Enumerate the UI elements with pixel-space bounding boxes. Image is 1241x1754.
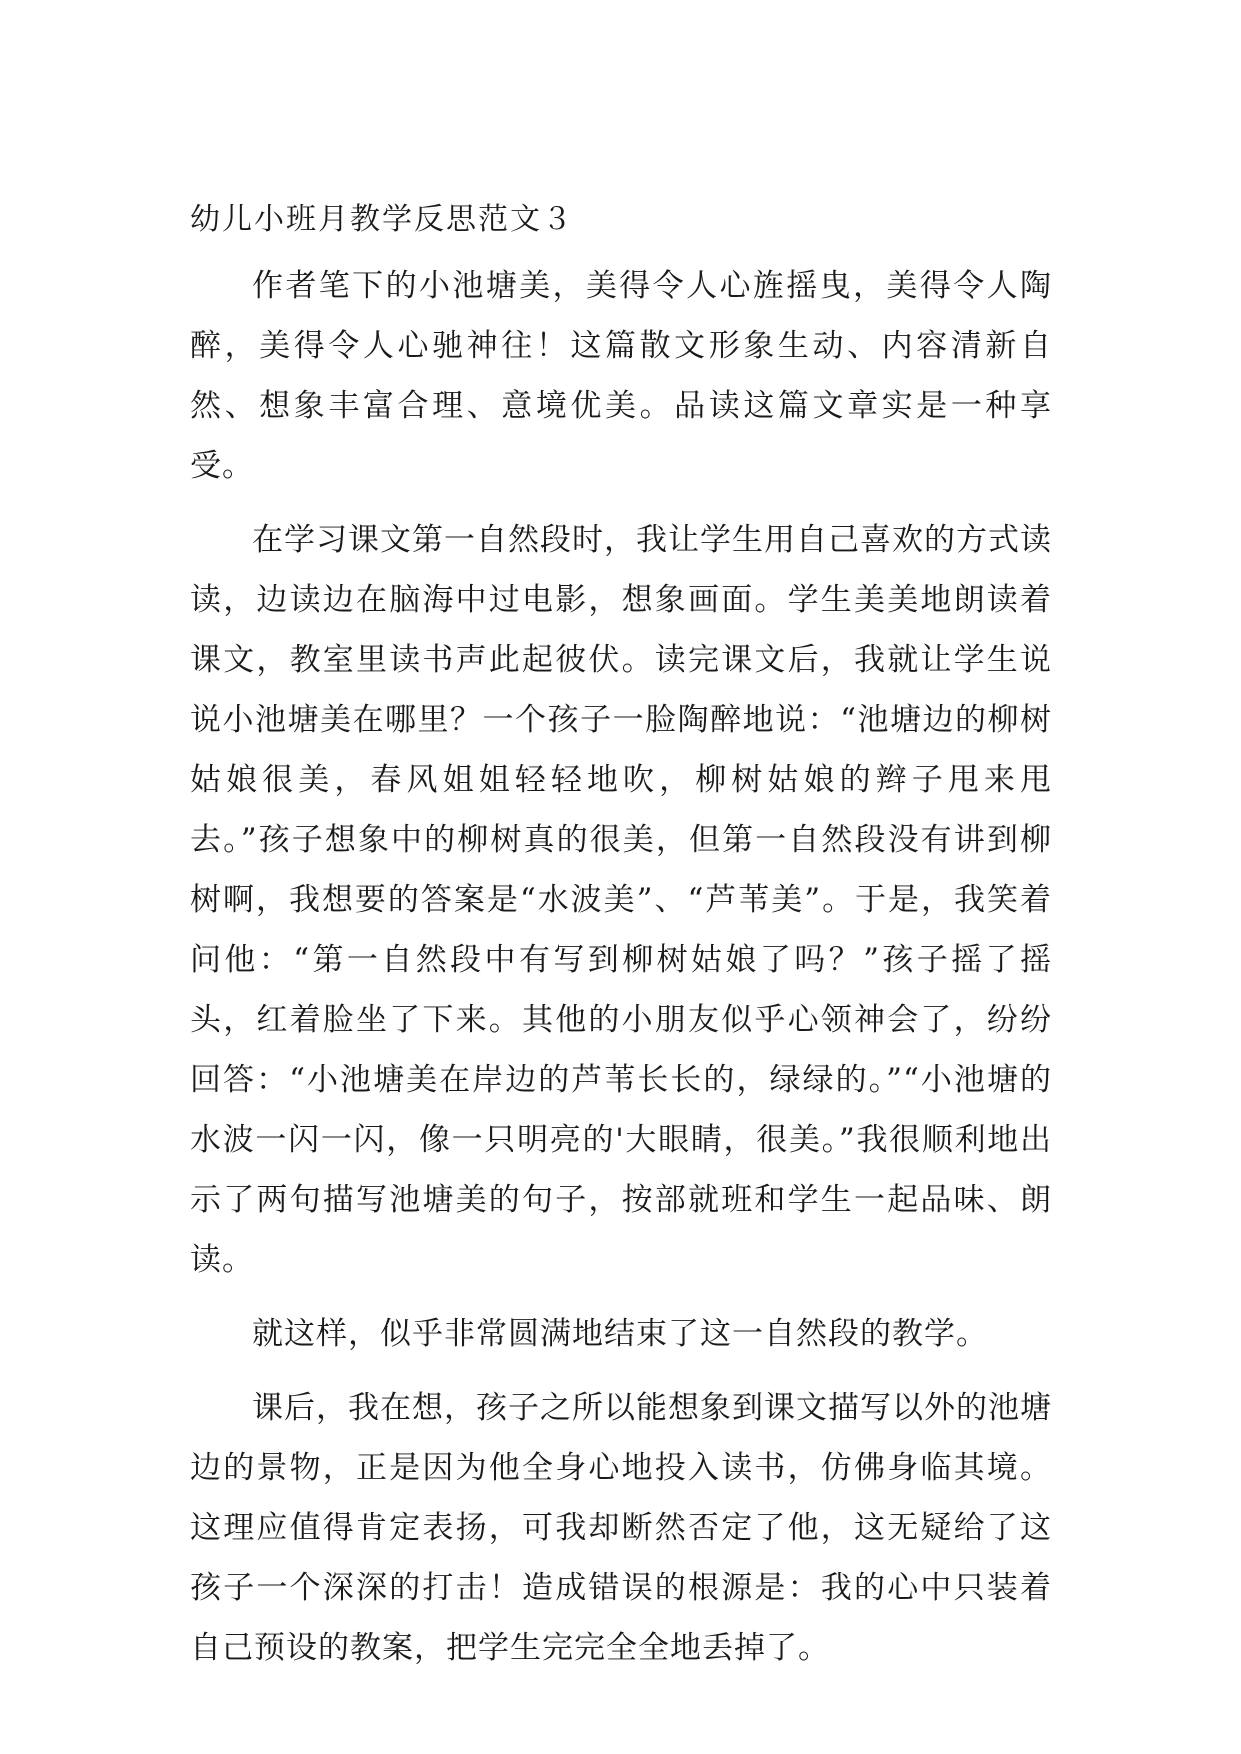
paragraph-1: 作者笔下的小池塘美，美得令人心旌摇曳，美得令人陶醉，美得令人心驰神往！这篇散文形象生动、内容清新自然、想象丰富合理、意境优美。品读这篇文章实是一种享受。 bbox=[190, 268, 1052, 484]
document-title: 幼儿小班月教学反思范文３ bbox=[190, 202, 574, 237]
document-page bbox=[190, 198, 1052, 1692]
paragraph-3: 就这样，似乎非常圆满地结束了这一自然段的教学。 bbox=[252, 1316, 988, 1352]
paragraph-2: 在学习课文第一自然段时，我让学生用自己喜欢的方式读读，边读边在脑海中过电影，想象画面。学生美美地朗读着课文，教室里读书声此起彼伏。读完课文后，我就让学生说说小池塘美在哪里？一个孩子一脸陶醉地说：“池塘边的柳树姑娘很美，春风姐姐轻轻地吹，柳树姑娘的辫子甩来甩去。”孩子想象中的柳树真的很美，但第一自然段没有讲到柳树啊，我想要的答案是“水波美”、“芦苇美”。于是，我笑着问他：“第一自然段中有写到柳树姑娘了吗？”孩子摇了摇头，红着脸坐了下来。其他的小朋友似乎心领神会了，纷纷回答：“小池塘美在岸边的芦苇长长的，绿绿的。”“小池塘的水波一闪一闪，像一只明亮的'大眼睛，很美。”我很顺利地出示了两句描写池塘美的句子，按部就班和学生一起品味、朗读。 bbox=[190, 522, 1052, 1278]
paragraph-4: 课后，我在想，孩子之所以能想象到课文描写以外的池塘边的景物，正是因为他全身心地投入读书，仿佛身临其境。这理应值得肯定表扬，可我却断然否定了他，这无疑给了这孩子一个深深的打击！造成错误的根源是：我的心中只装着自己预设的教案，把学生完完全全地丢掉了。 bbox=[190, 1390, 1052, 1666]
